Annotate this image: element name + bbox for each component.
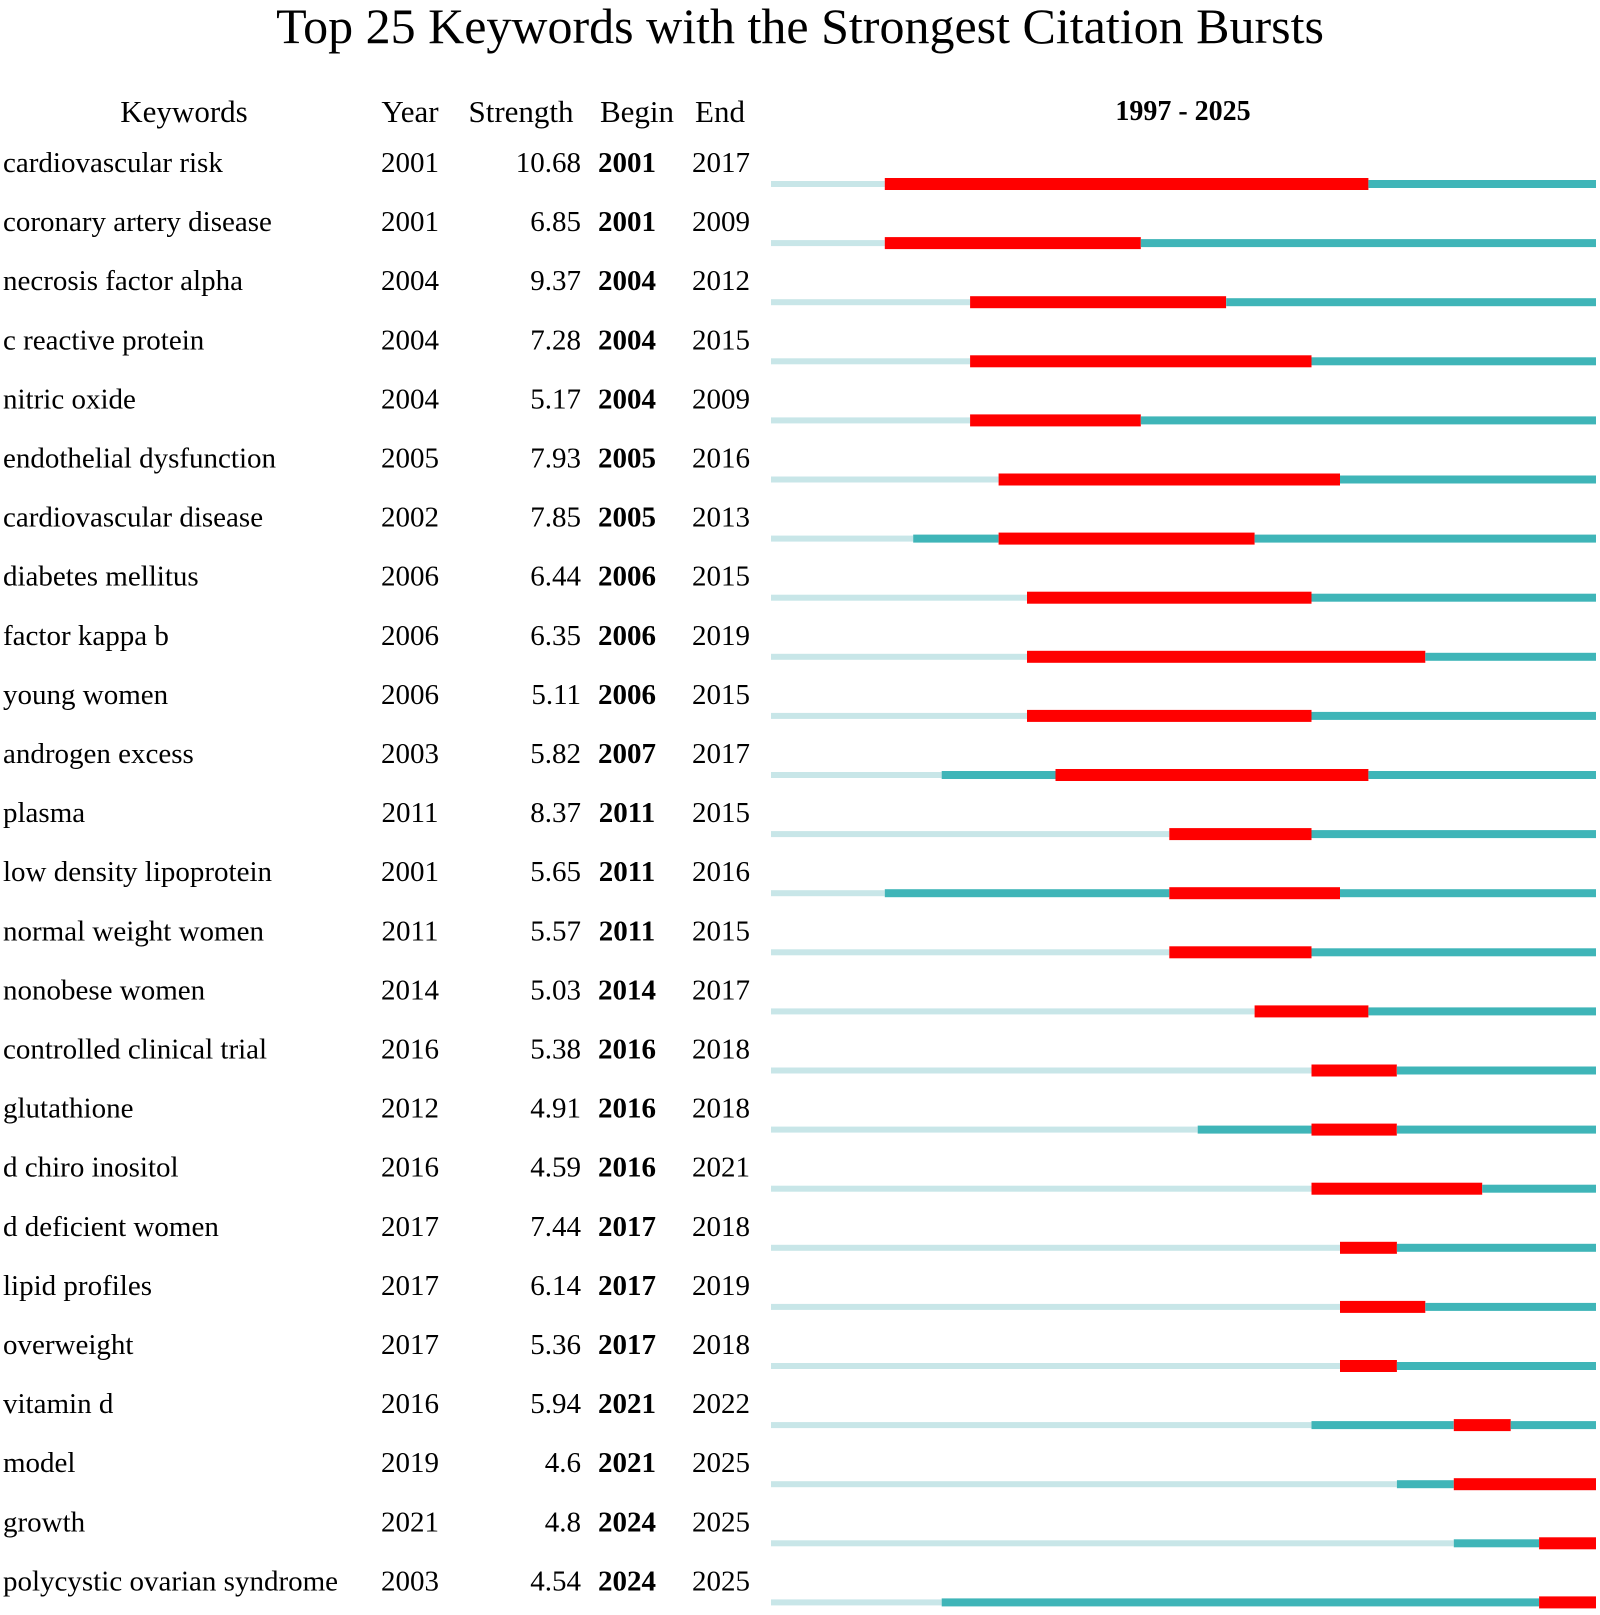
- strength-label: 7.28: [530, 324, 581, 357]
- keyword-label: coronary artery disease: [3, 206, 272, 239]
- keyword-label: d chiro inositol: [3, 1151, 179, 1184]
- strength-label: 4.8: [544, 1506, 581, 1539]
- header-year: Year: [381, 94, 439, 129]
- end-label: 2018: [692, 1329, 750, 1361]
- begin-label: 2021: [598, 1447, 656, 1480]
- burst-bar: [1340, 1242, 1397, 1254]
- timeline-active-bar: [942, 1598, 1539, 1606]
- header-time-range: 1997 - 2025: [1115, 96, 1251, 127]
- begin-label: 2017: [598, 1269, 656, 1302]
- begin-label: 2014: [598, 974, 656, 1007]
- year-label: 2017: [381, 1329, 439, 1361]
- begin-label: 2004: [598, 265, 656, 298]
- keyword-label: cardiovascular disease: [3, 501, 264, 534]
- strength-label: 6.14: [530, 1269, 581, 1302]
- timeline-before-bar: [771, 713, 1027, 719]
- begin-label: 2011: [598, 856, 656, 889]
- end-label: 2018: [692, 1033, 750, 1066]
- timeline-after-bar: [1226, 298, 1596, 306]
- burst-bar: [1027, 710, 1312, 722]
- timeline-before-bar: [771, 1127, 1198, 1133]
- timeline-before-bar: [771, 831, 1169, 837]
- begin-label: 2005: [598, 501, 656, 534]
- header-keywords: Keywords: [120, 94, 248, 129]
- strength-label: 5.82: [530, 738, 581, 770]
- chart-title: Top 25 Keywords with the Strongest Citation Bursts: [276, 0, 1324, 54]
- timeline-before-bar: [771, 654, 1027, 660]
- strength-label: 7.93: [530, 442, 581, 475]
- year-label: 2004: [381, 324, 439, 357]
- burst-bar: [1027, 592, 1312, 604]
- year-label: 2016: [381, 1033, 439, 1066]
- timeline-active-bar: [1397, 1480, 1454, 1488]
- keyword-label: necrosis factor alpha: [3, 265, 243, 298]
- header-end: End: [695, 94, 745, 129]
- timeline-before-bar: [771, 1540, 1454, 1546]
- year-label: 2014: [381, 974, 439, 1007]
- end-label: 2022: [692, 1388, 750, 1421]
- burst-bar: [1340, 1360, 1397, 1372]
- end-label: 2017: [692, 738, 750, 770]
- begin-label: 2006: [598, 619, 656, 652]
- begin-label: 2017: [598, 1210, 656, 1243]
- burst-bar: [885, 237, 1141, 249]
- year-label: 2004: [381, 383, 439, 416]
- begin-label: 2006: [598, 678, 656, 711]
- year-label: 2004: [381, 265, 439, 298]
- timeline-after-bar: [1312, 712, 1597, 720]
- year-label: 2011: [381, 797, 439, 830]
- timeline-after-bar: [1368, 771, 1596, 779]
- timeline-before-bar: [771, 417, 970, 423]
- timeline-before-bar: [771, 1008, 1255, 1014]
- rows-layer: [3, 147, 1596, 1608]
- strength-label: 5.03: [530, 974, 581, 1007]
- timeline-after-bar: [1141, 239, 1596, 247]
- timeline-after-bar: [1397, 1362, 1596, 1370]
- timeline-after-bar: [1425, 1303, 1596, 1311]
- keyword-label: plasma: [3, 797, 86, 830]
- burst-bar: [1539, 1596, 1596, 1608]
- begin-label: 2021: [598, 1388, 656, 1421]
- end-label: 2017: [692, 147, 750, 179]
- keyword-label: diabetes mellitus: [3, 560, 199, 593]
- burst-bar: [970, 355, 1311, 367]
- end-label: 2017: [692, 974, 750, 1007]
- burst-bar: [970, 296, 1226, 308]
- begin-label: 2017: [598, 1329, 656, 1361]
- end-label: 2015: [692, 797, 750, 830]
- strength-label: 4.59: [530, 1151, 581, 1184]
- timeline-active-bar: [885, 889, 1170, 897]
- timeline-before-bar: [771, 1363, 1340, 1369]
- begin-label: 2005: [598, 442, 656, 475]
- timeline-before-bar: [771, 1068, 1312, 1074]
- strength-label: 7.85: [530, 501, 581, 534]
- keyword-label: nitric oxide: [3, 383, 136, 416]
- keyword-label: lipid profiles: [3, 1269, 153, 1302]
- timeline-before-bar: [771, 536, 913, 542]
- keyword-label: factor kappa b: [3, 619, 169, 652]
- end-label: 2025: [692, 1565, 750, 1598]
- year-label: 2001: [381, 206, 439, 239]
- timeline-before-bar: [771, 1422, 1312, 1428]
- strength-label: 8.37: [530, 797, 581, 830]
- timeline-before-bar: [771, 595, 1027, 601]
- end-label: 2013: [692, 501, 750, 534]
- timeline-before-bar: [771, 358, 970, 364]
- end-label: 2016: [692, 442, 750, 475]
- keyword-label: controlled clinical trial: [3, 1033, 268, 1066]
- year-label: 2016: [381, 1388, 439, 1421]
- end-label: 2019: [692, 1269, 750, 1302]
- burst-bar: [1255, 1005, 1369, 1017]
- timeline-active-bar: [913, 535, 998, 543]
- timeline-before-bar: [771, 1304, 1340, 1310]
- timeline-after-bar: [1368, 1007, 1596, 1015]
- strength-label: 4.6: [544, 1447, 581, 1480]
- timeline-after-bar: [1340, 889, 1596, 897]
- timeline-after-bar: [1397, 1067, 1596, 1075]
- year-label: 2021: [381, 1506, 439, 1539]
- begin-label: 2001: [598, 206, 656, 239]
- year-label: 2005: [381, 442, 439, 475]
- timeline-before-bar: [771, 772, 942, 778]
- strength-label: 5.65: [530, 856, 581, 889]
- end-label: 2009: [692, 383, 750, 416]
- timeline-before-bar: [771, 240, 885, 246]
- timeline-after-bar: [1312, 830, 1597, 838]
- end-label: 2012: [692, 265, 750, 298]
- strength-label: 5.17: [530, 383, 581, 416]
- strength-label: 6.35: [530, 619, 581, 652]
- timeline-active-bar: [1454, 1539, 1539, 1547]
- year-label: 2017: [381, 1210, 439, 1243]
- year-label: 2003: [381, 1565, 439, 1598]
- timeline-before-bar: [771, 1245, 1340, 1251]
- burst-bar: [1056, 769, 1369, 781]
- end-label: 2016: [692, 856, 750, 889]
- keyword-label: polycystic ovarian syndrome: [3, 1565, 339, 1598]
- burst-bar: [999, 533, 1255, 545]
- year-label: 2002: [381, 501, 439, 534]
- begin-label: 2004: [598, 383, 656, 416]
- burst-bar: [970, 414, 1141, 426]
- burst-bar: [1169, 828, 1311, 840]
- keyword-label: model: [3, 1447, 76, 1480]
- timeline-after-bar: [1312, 594, 1597, 602]
- year-label: 2017: [381, 1269, 439, 1302]
- strength-label: 6.85: [530, 206, 581, 239]
- burst-bar: [1539, 1537, 1596, 1549]
- year-label: 2001: [381, 856, 439, 889]
- timeline-before-bar: [771, 1186, 1312, 1192]
- begin-label: 2004: [598, 324, 656, 357]
- burst-bar: [1454, 1478, 1596, 1490]
- begin-label: 2006: [598, 560, 656, 593]
- year-label: 2001: [381, 147, 439, 179]
- timeline-before-bar: [771, 1599, 942, 1605]
- timeline-after-bar: [1397, 1244, 1596, 1252]
- keyword-label: low density lipoprotein: [3, 856, 273, 889]
- end-label: 2025: [692, 1447, 750, 1480]
- begin-label: 2001: [598, 147, 656, 179]
- strength-label: 6.44: [530, 560, 581, 593]
- burst-bar: [1454, 1419, 1511, 1431]
- keyword-label: normal weight women: [3, 915, 264, 948]
- end-label: 2018: [692, 1092, 750, 1125]
- end-label: 2015: [692, 324, 750, 357]
- keyword-label: overweight: [3, 1329, 134, 1361]
- burst-bar: [1027, 651, 1425, 663]
- burst-bar: [1169, 887, 1340, 899]
- year-label: 2006: [381, 560, 439, 593]
- year-label: 2011: [381, 915, 439, 948]
- begin-label: 2011: [598, 797, 656, 830]
- timeline-after-bar: [1312, 948, 1597, 956]
- end-label: 2015: [692, 678, 750, 711]
- timeline-after-bar: [1511, 1421, 1596, 1429]
- year-label: 2012: [381, 1092, 439, 1125]
- begin-label: 2016: [598, 1151, 656, 1184]
- strength-label: 5.11: [531, 678, 581, 711]
- end-label: 2009: [692, 206, 750, 239]
- timeline-after-bar: [1340, 476, 1596, 484]
- timeline-after-bar: [1312, 357, 1597, 365]
- burst-bar: [1312, 1183, 1483, 1195]
- strength-label: 7.44: [530, 1210, 581, 1243]
- timeline-after-bar: [1141, 416, 1596, 424]
- timeline-active-bar: [942, 771, 1056, 779]
- timeline-before-bar: [771, 477, 999, 483]
- burst-bar: [1169, 946, 1311, 958]
- burst-bar: [885, 178, 1369, 190]
- keyword-label: glutathione: [3, 1092, 134, 1125]
- begin-label: 2007: [598, 738, 656, 770]
- burst-bar: [1312, 1124, 1397, 1136]
- keyword-label: cardiovascular risk: [3, 147, 223, 179]
- begin-label: 2024: [598, 1506, 656, 1539]
- year-label: 2003: [381, 738, 439, 770]
- keyword-label: nonobese women: [3, 974, 206, 1007]
- end-label: 2019: [692, 619, 750, 652]
- strength-label: 10.68: [515, 147, 581, 179]
- keyword-label: c reactive protein: [3, 324, 205, 357]
- end-label: 2021: [692, 1151, 750, 1184]
- timeline-before-bar: [771, 181, 885, 187]
- strength-label: 5.57: [530, 915, 581, 948]
- burst-bar: [1340, 1301, 1425, 1313]
- end-label: 2015: [692, 915, 750, 948]
- timeline-after-bar: [1368, 180, 1596, 188]
- timeline-after-bar: [1482, 1185, 1596, 1193]
- timeline-before-bar: [771, 890, 885, 896]
- strength-label: 5.36: [530, 1329, 581, 1361]
- keyword-label: androgen excess: [3, 738, 194, 770]
- begin-label: 2011: [598, 915, 656, 948]
- keyword-label: d deficient women: [3, 1210, 219, 1243]
- timeline-active-bar: [1312, 1421, 1454, 1429]
- year-label: 2019: [381, 1447, 439, 1480]
- year-label: 2006: [381, 678, 439, 711]
- strength-label: 4.54: [530, 1565, 581, 1598]
- burst-bar: [1312, 1065, 1397, 1077]
- timeline-after-bar: [1255, 535, 1596, 543]
- begin-label: 2016: [598, 1092, 656, 1125]
- begin-label: 2024: [598, 1565, 656, 1598]
- end-label: 2015: [692, 560, 750, 593]
- burst-bar: [999, 474, 1340, 486]
- year-label: 2016: [381, 1151, 439, 1184]
- keyword-label: vitamin d: [3, 1388, 114, 1421]
- timeline-before-bar: [771, 949, 1169, 955]
- keyword-label: young women: [3, 678, 169, 711]
- end-label: 2025: [692, 1506, 750, 1539]
- header-begin: Begin: [599, 94, 675, 129]
- timeline-after-bar: [1425, 653, 1596, 661]
- timeline-after-bar: [1397, 1126, 1596, 1134]
- year-label: 2006: [381, 619, 439, 652]
- keyword-label: growth: [3, 1506, 86, 1539]
- strength-label: 9.37: [530, 265, 581, 298]
- strength-label: 5.94: [530, 1388, 581, 1421]
- begin-label: 2016: [598, 1033, 656, 1066]
- strength-label: 4.91: [530, 1092, 581, 1125]
- timeline-before-bar: [771, 299, 970, 305]
- timeline-active-bar: [1198, 1126, 1312, 1134]
- keyword-label: endothelial dysfunction: [3, 442, 277, 475]
- timeline-before-bar: [771, 1481, 1397, 1487]
- strength-label: 5.38: [530, 1033, 581, 1066]
- header-strength: Strength: [468, 94, 574, 129]
- end-label: 2018: [692, 1210, 750, 1243]
